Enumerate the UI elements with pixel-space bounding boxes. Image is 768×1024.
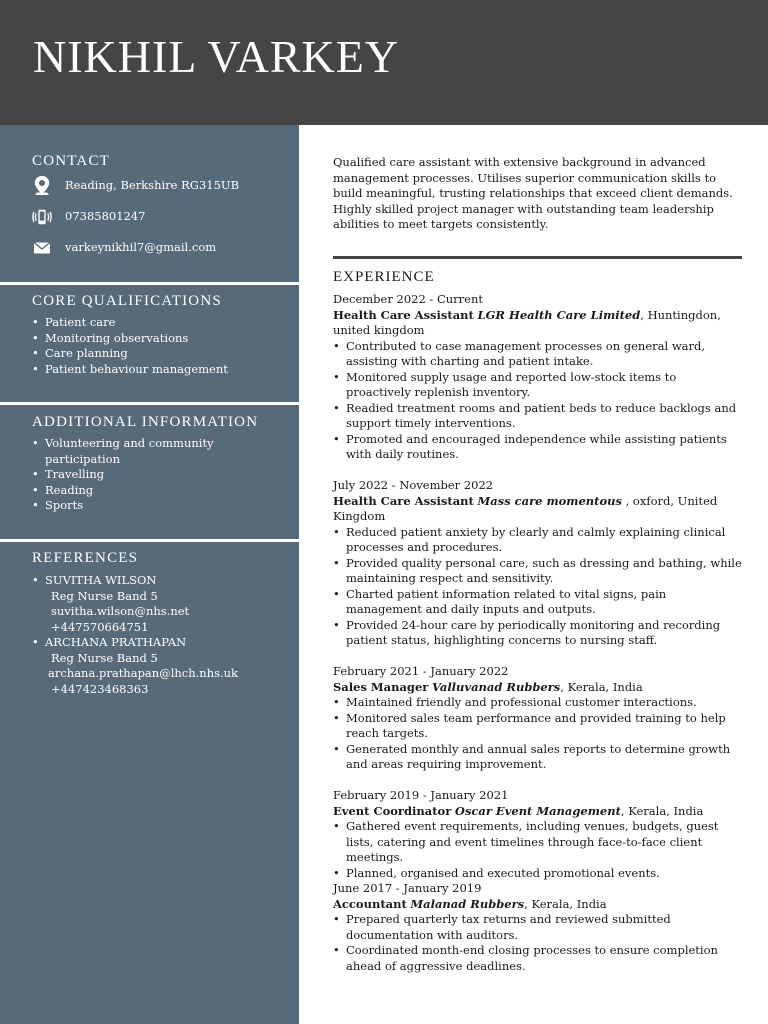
- phone-text[interactable]: 07385801247: [65, 209, 146, 223]
- job-dates: June 2017 - January 2019: [333, 881, 482, 895]
- contact-heading: CONTACT: [32, 153, 111, 169]
- job-entry: [333, 292, 742, 463]
- list-item: • Coordinated month-end closing processes to ensure completion ahead of aggressive deadlines.: [333, 943, 742, 974]
- list-item: • Prepared quarterly tax returns and reviewed submitted documentation with auditors.: [333, 912, 742, 943]
- job-location: , Kerala, India: [560, 679, 643, 694]
- additional-information-heading: ADDITIONAL INFORMATION: [32, 414, 259, 430]
- job-location: , Huntingdon, united kingdom: [333, 307, 721, 337]
- job-bullets: [333, 339, 742, 463]
- reference-phone: +447570664751: [51, 619, 149, 634]
- job-entry: [333, 788, 742, 881]
- list-item: • Sports: [32, 498, 232, 514]
- list-item: • Planned, organised and executed promotional events.: [333, 866, 742, 882]
- location-pin-icon: [32, 175, 52, 197]
- list-item: • Provided 24-hour care by periodically monitoring and recording patient status, highlighting concerns to nursing staff.: [333, 618, 742, 649]
- job-title-line: [333, 680, 742, 696]
- list-item: • Patient behaviour management: [32, 362, 292, 378]
- list-item: • Provided quality personal care, such as dressing and bathing, while maintaining respect and sensitivity.: [333, 556, 742, 587]
- job-title-line: [333, 804, 742, 820]
- job-dates: July 2022 - November 2022: [333, 478, 494, 492]
- list-item: • Generated monthly and annual sales reports to determine growth and areas requiring improvement.: [333, 742, 742, 773]
- list-item: • Patient care: [32, 315, 292, 331]
- header-banner: [0, 0, 768, 125]
- core-qualifications-list: [32, 315, 292, 377]
- list-item: • Reading: [32, 483, 232, 499]
- job-entry: [333, 478, 742, 649]
- job-bullets: [333, 695, 742, 773]
- list-item: • Travelling: [32, 467, 232, 483]
- job-dates: December 2022 - Current: [333, 292, 483, 306]
- list-item: • Monitored supply usage and reported low-stock items to proactively replenish inventory.: [333, 370, 742, 401]
- list-item: • Gathered event requirements, including venues, budgets, guest lists, catering and event timelines through face-to-face client meetings.: [333, 819, 742, 866]
- sidebar: [0, 125, 299, 1024]
- email-text[interactable]: varkeynikhil7@gmail.com: [65, 240, 217, 254]
- job-company: LGR Health Care Limited: [477, 307, 641, 322]
- phone-icon: [32, 206, 52, 228]
- job-entry: [333, 881, 742, 974]
- address-text: Reading, Berkshire RG315UB: [65, 178, 240, 192]
- job-company: Oscar Event Management: [454, 803, 621, 818]
- job-title: Sales Manager: [333, 679, 429, 694]
- list-item: • Volunteering and community participation: [32, 436, 232, 467]
- core-qualifications-heading: CORE QUALIFICATIONS: [32, 293, 222, 309]
- job-title-line: [333, 494, 742, 525]
- job-bullets: [333, 819, 742, 881]
- list-item: • Promoted and encouraged independence while assisting patients with daily routines.: [333, 432, 742, 463]
- job-bullets: [333, 912, 742, 974]
- job-company: Malanad Rubbers: [410, 896, 525, 911]
- job-title: Health Care Assistant: [333, 307, 474, 322]
- list-item: • Readied treatment rooms and patient beds to reduce backlogs and support timely interventions.: [333, 401, 742, 432]
- job-company: Valluvanad Rubbers: [432, 679, 561, 694]
- job-location: , oxford, United Kingdom: [333, 493, 718, 523]
- job-location: , Kerala, India: [620, 803, 704, 818]
- section-divider: [0, 282, 299, 285]
- section-divider: [0, 402, 299, 405]
- candidate-name: NIKHIL VARKEY: [33, 31, 400, 82]
- job-bullets: [333, 525, 742, 649]
- list-item: • Contributed to case management processes on general ward, assisting with charting and patient intake.: [333, 339, 742, 370]
- list-item: • Charted patient information related to vital signs, pain management and daily inputs and outputs.: [333, 587, 742, 618]
- job-title-line: [333, 308, 742, 339]
- envelope-icon: [32, 237, 52, 259]
- reference-name: • SUVITHA WILSON: [32, 573, 292, 589]
- job-company: Mass care momentous: [477, 493, 622, 508]
- job-dates: February 2019 - January 2021: [333, 788, 509, 802]
- job-dates: February 2021 - January 2022: [333, 664, 509, 678]
- reference-entry: [32, 635, 292, 697]
- job-title-line: [333, 897, 742, 913]
- reference-role: Reg Nurse Band 5: [51, 588, 158, 603]
- list-item: • Monitoring observations: [32, 331, 292, 347]
- reference-phone: +447423468363: [51, 681, 149, 696]
- profile-summary: Qualified care assistant with extensive background in advanced management processes. Utilises superior communication skills to build meaningful, trusting relationships that exceed client demands. Highly skilled project manager with outstanding team leadership abilities to meet targets consistently.: [333, 155, 733, 232]
- job-title: Event Coordinator: [333, 803, 452, 818]
- list-item: • Maintained friendly and professional customer interactions.: [333, 695, 742, 711]
- reference-role: Reg Nurse Band 5: [51, 650, 158, 665]
- list-item: • Care planning: [32, 346, 292, 362]
- section-divider: [0, 539, 299, 542]
- list-item: • Reduced patient anxiety by clearly and calmly explaining clinical processes and procedures.: [333, 525, 742, 556]
- job-entry: [333, 664, 742, 773]
- job-title: Health Care Assistant: [333, 493, 474, 508]
- reference-entry: [32, 573, 292, 635]
- reference-email[interactable]: archana.prathapan@lhch.nhs.uk: [48, 666, 239, 680]
- job-title: Accountant: [333, 896, 407, 911]
- job-location: , Kerala, India: [524, 896, 607, 911]
- list-item: • Monitored sales team performance and provided training to help reach targets.: [333, 711, 742, 742]
- reference-email[interactable]: suvitha.wilson@nhs.net: [51, 604, 190, 618]
- references-heading: REFERENCES: [32, 550, 139, 566]
- experience-heading: EXPERIENCE: [333, 269, 435, 285]
- additional-information-list: [32, 436, 232, 514]
- reference-name: • ARCHANA PRATHAPAN: [32, 635, 292, 651]
- section-divider: [333, 256, 742, 259]
